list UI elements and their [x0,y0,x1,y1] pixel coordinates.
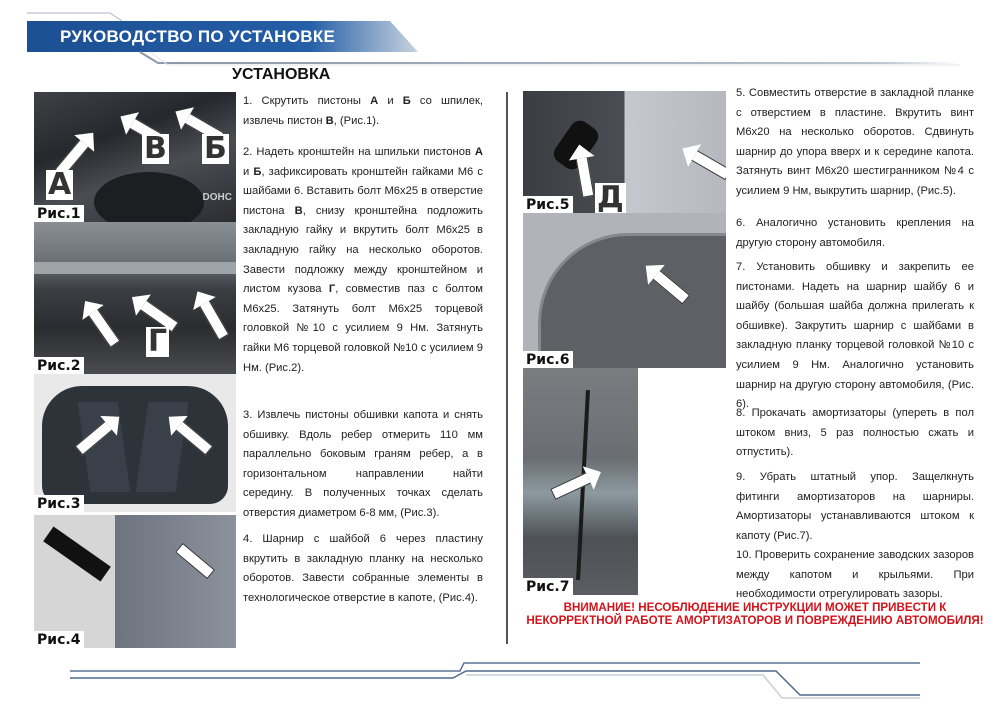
step-1: 1. Скрутить пистоны А и Б со шпилек, извлечь пистон В, (Рис.1). [243,95,484,127]
step-10: 10. Проверить сохранение заводских зазоров между капотом и крыльями. При необходимости отрегулировать зазоры. [736,549,974,601]
step-4: 4. Шарнир с шайбой 6 через пластину вкрутить в закладную планку на несколько оборотов. Завести собранные элементы в технологическое отверстие в капоте, (Рис.4). [243,533,483,604]
column-divider [506,92,508,644]
arrow-icon [576,156,595,197]
arrow-icon [199,300,229,341]
figure-5-label: Рис.5 [523,196,573,213]
figure-2-label: Рис.2 [34,357,84,374]
figure-5-photo [523,91,726,213]
figure-1-label: Рис.1 [34,205,84,222]
figure-4-photo [34,515,236,648]
step-7: 7. Установить обшивку и закрепить ее пистонами. Надеть на шарнир шайбу 6 и шайбу (большая шайба должна прилегать к обшивке). Закрутить шарнир с шайбами в закладную планку торцевой головкой №10 с усилием 9 Нм. Аналогично установить шарнир на другую сторону автомобиля, (Рис. 6). [736,261,974,411]
step-6: 6. Аналогично установить крепления на другую сторону автомобиля. [736,217,974,249]
marker-g: Г [148,324,168,359]
marker-a: А [48,167,72,202]
step-9: 9. Убрать штатный упор. Защелкнуть фитинги амортизаторов на шарниры. Амортизаторы устанавливаются штоком к капоту (Рис.7). [736,471,974,542]
warning-text: ВНИМАНИЕ! НЕСОБЛЮДЕНИЕ ИНСТРУКЦИИ МОЖЕТ ПРИВЕСТИ К НЕКОРРЕКТНОЙ РАБОТЕ АМОРТИЗАТОРОВ И ПОВРЕЖДЕНИЮ АВТОМОБИЛЯ! [526,601,984,627]
marker-d: Д [597,180,624,213]
arrow-icon [175,543,215,579]
figure-6-label: Рис.6 [523,351,573,368]
photo-text-dohc: DOHC [202,192,232,203]
step-8: 8. Прокачать амортизаторы (упереть в пол штоком вниз, 5 раз полностью сжать и отпустить). [736,407,974,459]
figure-4-label: Рис.4 [34,631,84,648]
step-3: 3. Извлечь пистоны обшивки капота и снять обшивку. Вдоль ребер отмерить 110 мм параллельно боковым граням ребер, а в горизонтальном направлении найти середину. В полученных точках сделать отверстия диаметром 6-8 мм, (Рис.3). [243,409,484,519]
step-5: 5. Совместить отверстие в закладной планке с отверстием в пластине. Вкрутить винт М6х20 на несколько оборотов. Сдвинуть шарнир до упора вверх и к середине капота. Затянуть винт М6х20 шестигранником №4 с усилием 9 Нм, выкрутить шарнир, (Рис.5). [736,87,975,197]
marker-b: Б [204,131,227,166]
banner-title: РУКОВОДСТВО ПО УСТАНОВКЕ [60,27,336,46]
figure-6-photo [523,213,726,368]
arrow-icon [88,308,121,348]
figure-3-label: Рис.3 [34,495,84,512]
figure-7-label: Рис.7 [523,578,573,595]
arrow-icon [550,472,591,500]
footer-line-1 [70,663,920,671]
banner-line-top [27,13,122,21]
figure-3-photo [34,374,236,512]
arrow-icon [691,150,726,180]
banner-line-bottom [140,52,960,63]
figure-7-photo [523,368,638,595]
footer-lines [0,640,1000,707]
figure-2-photo [34,222,236,374]
figure-1-photo [34,92,236,222]
section-title: УСТАНОВКА [232,66,331,83]
step-2: 2. Надеть кронштейн на шпильки пистонов А и Б, зафиксировать кронштейн гайками М6 с шайбами 6. Вставить болт М6х25 в отверстие пистона В, снизу кронштейна подложить закладную гайку и вкрутить болт М6х25 в закладную гайку на несколько оборотов. Завести подложку между кронштейном и листом кузова Г, совместив паз с болтом М6х25. Затянуть болт М6х25 торцевой головкой №10 с усилием 9 Нм. Затянуть гайки М6 торцевой головкой №10 с усилием 9 Нм. (Рис.2). [243,146,483,374]
marker-v: В [144,131,167,166]
